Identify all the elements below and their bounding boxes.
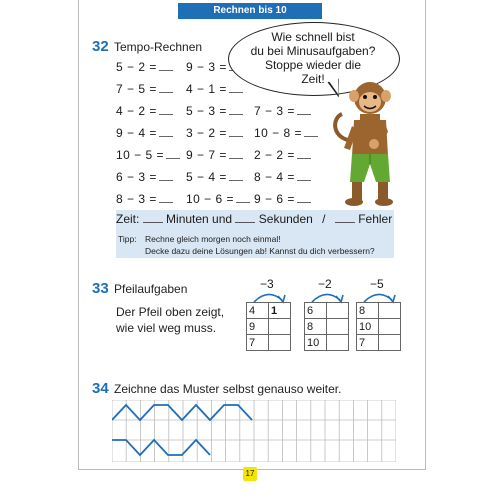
- answer-blank[interactable]: [159, 193, 173, 203]
- seconds-blank[interactable]: [235, 212, 255, 223]
- errors-blank[interactable]: [335, 212, 355, 223]
- equation: 9 − 3 =: [186, 60, 243, 74]
- answer-blank[interactable]: [229, 149, 243, 159]
- pattern-line-top: [112, 405, 252, 420]
- arrow-grid: [304, 302, 349, 351]
- equation: 9 − 4 =: [116, 126, 173, 140]
- grid-start-cell: 7: [357, 335, 379, 351]
- equation: 8 − 3 =: [116, 192, 173, 206]
- equation: 5 − 4 =: [186, 170, 243, 184]
- monkey-illustration: [330, 78, 410, 213]
- equation: 7 − 3 =: [254, 104, 311, 118]
- grid-start-cell: 10: [357, 319, 379, 335]
- page-number: 17: [243, 467, 257, 481]
- arrow-operation-label: −3: [260, 277, 274, 291]
- pattern-grid[interactable]: [112, 400, 396, 462]
- exercise-33-desc-1: Der Pfeil oben zeigt,: [116, 305, 225, 319]
- grid-start-cell: 8: [305, 319, 327, 335]
- equation: 10 − 6 =: [186, 192, 250, 206]
- time-line: Zeit: Minuten und Sekunden / Fehler: [116, 212, 393, 226]
- equation: 9 − 7 =: [186, 148, 243, 162]
- equation: 7 − 5 =: [116, 82, 173, 96]
- equation: 4 − 1 =: [186, 82, 243, 96]
- answer-blank[interactable]: [229, 105, 243, 115]
- equation: 9 − 6 =: [254, 192, 311, 206]
- grid-answer-cell[interactable]: [269, 335, 291, 351]
- tip-line-1: Rechne gleich morgen noch einmal!: [145, 234, 281, 244]
- grid-answer-cell[interactable]: 1: [269, 303, 291, 319]
- section-header: Rechnen bis 10: [178, 3, 322, 19]
- answer-blank[interactable]: [159, 171, 173, 181]
- answer-blank[interactable]: [159, 127, 173, 137]
- pattern-line-bottom: [112, 440, 210, 455]
- exercise-32-title: Tempo-Rechnen: [114, 40, 203, 54]
- exercise-33-title: Pfeilaufgaben: [114, 282, 188, 296]
- grid-answer-cell[interactable]: [269, 319, 291, 335]
- speech-bubble-text: Wie schnell bist du bei Minusaufgaben? Stoppe wieder die Zeit!: [250, 30, 376, 86]
- grid-start-cell: 9: [247, 319, 269, 335]
- answer-blank[interactable]: [236, 193, 250, 203]
- grid-start-cell: 8: [357, 303, 379, 319]
- grid-answer-cell[interactable]: [379, 319, 401, 335]
- equation: 5 − 2 =: [116, 60, 173, 74]
- answer-blank[interactable]: [297, 105, 311, 115]
- exercise-34-title: Zeichne das Muster selbst genauso weiter.: [114, 382, 342, 396]
- arrow-operation-label: −5: [370, 277, 384, 291]
- equation: 10 − 5 =: [116, 148, 180, 162]
- equation: 5 − 3 =: [186, 104, 243, 118]
- grid-answer-cell[interactable]: [379, 303, 401, 319]
- grid-start-cell: 7: [247, 335, 269, 351]
- answer-blank[interactable]: [159, 83, 173, 93]
- equation: 8 − 4 =: [254, 170, 311, 184]
- exercise-33-number: 33: [92, 280, 109, 297]
- answer-blank[interactable]: [159, 105, 173, 115]
- equation: 10 − 8 =: [254, 126, 318, 140]
- exercise-34-number: 34: [92, 380, 109, 397]
- grid-start-cell: 10: [305, 335, 327, 351]
- exercise-33-desc-2: wie viel weg muss.: [116, 321, 217, 335]
- tip-line-2: Decke dazu deine Lösungen ab! Kannst du dich verbessern?: [145, 246, 375, 256]
- exercise-32-number: 32: [92, 38, 109, 55]
- grid-answer-cell[interactable]: [327, 303, 349, 319]
- answer-blank[interactable]: [297, 149, 311, 159]
- grid-start-cell: 4: [247, 303, 269, 319]
- grid-start-cell: 6: [305, 303, 327, 319]
- equation: 2 − 2 =: [254, 148, 311, 162]
- answer-blank[interactable]: [166, 149, 180, 159]
- answer-blank[interactable]: [297, 193, 311, 203]
- answer-blank[interactable]: [229, 171, 243, 181]
- grid-answer-cell[interactable]: [379, 335, 401, 351]
- minutes-blank[interactable]: [143, 212, 163, 223]
- tip-label: Tipp:: [118, 234, 137, 244]
- answer-blank[interactable]: [229, 127, 243, 137]
- answer-blank[interactable]: [304, 127, 318, 137]
- arrow-operation-label: −2: [318, 277, 332, 291]
- arrow-grid: [356, 302, 401, 351]
- grid-answer-cell[interactable]: [327, 335, 349, 351]
- arrow-grid: [246, 302, 291, 351]
- grid-answer-cell[interactable]: [327, 319, 349, 335]
- answer-blank[interactable]: [297, 171, 311, 181]
- equation: 4 − 2 =: [116, 104, 173, 118]
- answer-blank[interactable]: [159, 61, 173, 71]
- equation: 3 − 2 =: [186, 126, 243, 140]
- equation: 6 − 3 =: [116, 170, 173, 184]
